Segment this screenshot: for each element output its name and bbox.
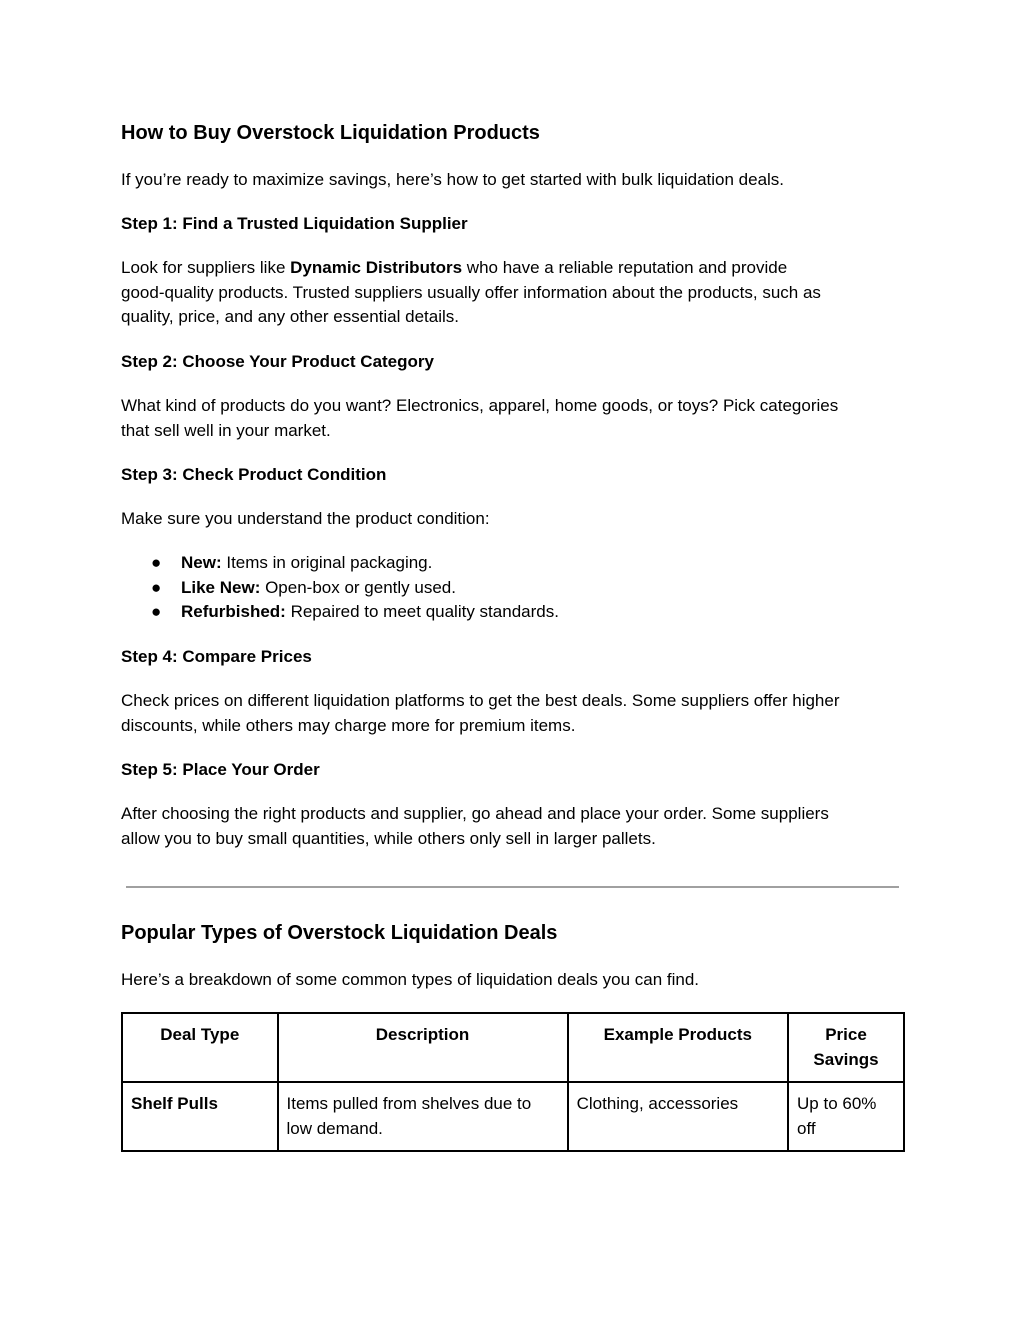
column-header-description: Description [278,1013,568,1082]
step-4-heading: Step 4: Compare Prices [121,647,312,666]
step-2-heading: Step 2: Choose Your Product Category [121,352,434,371]
column-header-deal-type: Deal Type [122,1013,278,1082]
step-4-text [121,689,905,738]
section-title-how-to-buy: How to Buy Overstock Liquidation Products [121,122,540,144]
step-5-text-line2: allow you to buy small quantities, while others only sell in larger pallets. [121,828,656,848]
list-item [121,551,559,576]
deal-type-name: Shelf Pulls [131,1094,218,1113]
cell-price-savings: Up to 60% off [788,1082,904,1151]
step-1-text-start: Look for suppliers like [121,258,291,277]
list-item [121,600,559,625]
bullet-icon: ● [151,602,162,621]
section-intro-deal-types: Here’s a breakdown of some common types of liquidation deals you can find. [121,970,700,989]
deals-table [121,1012,905,1152]
step-2-text [121,394,905,443]
column-header-example-products: Example Products [568,1013,788,1082]
step-2-text-line1: What kind of products do you want? Electronics, apparel, home goods, or toys? Pick categories [121,396,839,415]
condition-label: New: [181,553,222,572]
condition-text: Open-box or gently used. [260,577,456,597]
list-item [121,576,559,601]
step-5-heading: Step 5: Place Your Order [121,760,320,779]
section-intro: If you’re ready to maximize savings, here’s how to get started with bulk liquidation deals. [121,170,785,189]
step-3-text: Make sure you understand the product condition: [121,509,490,528]
cell-description: Items pulled from shelves due to low demand. [278,1082,568,1151]
cell-example-products: Clothing, accessories [568,1082,788,1151]
horizontal-divider [126,886,899,888]
step-1-text-end: who have a reliable reputation and provide [462,258,788,277]
step-1-text-line3: quality, price, and any other essential details. [121,307,459,326]
condition-list [121,551,559,625]
supplier-name: Dynamic Distributors [290,258,463,277]
condition-text: Items in original packaging. [221,553,433,572]
step-4-text-line1: Check prices on different liquidation platforms to get the best deals. Some suppliers offer higher [121,691,840,710]
bullet-icon: ● [151,577,162,597]
step-3-heading: Step 3: Check Product Condition [121,465,387,484]
step-2-text-line2: that sell well in your market. [121,420,331,440]
table-row [122,1082,904,1151]
condition-label: Refurbished: [181,602,286,621]
step-5-text [121,802,905,851]
section-title-deal-types: Popular Types of Overstock Liquidation Deals [121,922,558,944]
bullet-icon: ● [151,553,162,572]
condition-text: Repaired to meet quality standards. [285,602,559,621]
step-5-text-line1: After choosing the right products and supplier, go ahead and place your order. Some suppliers [121,804,829,823]
column-header-price-savings: Price Savings [788,1013,904,1082]
cell-deal-type [122,1082,278,1151]
condition-label: Like New: [181,577,261,597]
step-1-heading: Step 1: Find a Trusted Liquidation Supplier [121,214,468,233]
step-4-text-line2: discounts, while others may charge more for premium items. [121,715,576,735]
step-1-text [121,256,905,330]
table-header-row [122,1013,904,1082]
step-1-text-line2: good-quality products. Trusted suppliers usually offer information about the products, such as [121,282,821,302]
